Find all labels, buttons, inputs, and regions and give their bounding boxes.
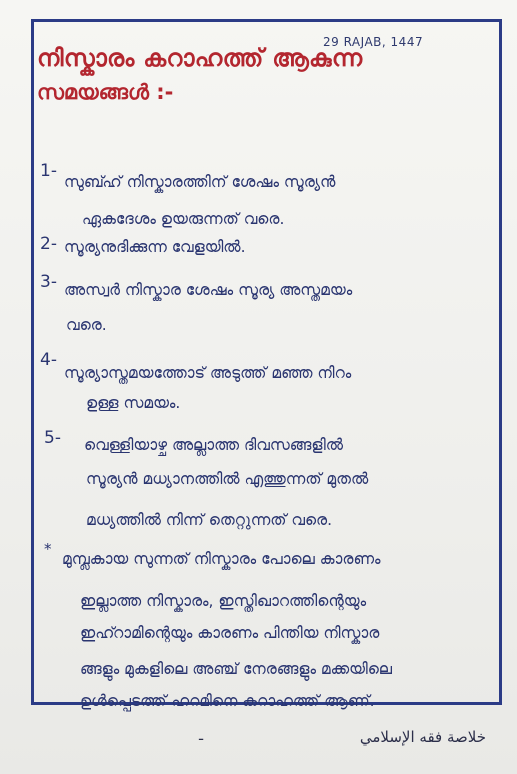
- page-title: നിസ്കാരം കറാഹത്ത് ആകുന്ന: [37, 44, 363, 72]
- item-number: 2-: [40, 234, 57, 254]
- source-reference: خلاصة فقه الإسلامي: [359, 728, 486, 746]
- item-line: സുബ്ഹ് നിസ്കാരത്തിന് ശേഷം സൂര്യൻ: [64, 173, 336, 191]
- note-line: ഉൾപ്പെടത്ത് ഹറമിനെ കറാഹത്ത് ആണ്.: [80, 692, 375, 710]
- note-line: ഇഹ്റാമിന്റെയും കാരണം പിന്തിയ നിസ്കാര: [80, 624, 380, 642]
- item-line: ഏകദേശം ഉയരുന്നത് വരെ.: [82, 210, 285, 228]
- item-line: അസ്വർ നിസ്കാര ശേഷം സൂര്യ അസ്തമയം: [64, 281, 353, 299]
- note-marker: *: [44, 540, 52, 558]
- note-line: മുമ്പ്ലകായ സുന്നത് നിസ്കാരം പോലെ കാരണം: [62, 550, 381, 568]
- note-line: ഇല്ലാത്ത നിസ്കാരം, ഇസ്തിഖാറത്തിന്റെയും: [80, 592, 367, 610]
- item-number: 5-: [44, 428, 61, 448]
- item-line: വെള്ളിയാഴ്ച അല്ലാത്ത ദിവസങ്ങളിൽ: [84, 436, 344, 454]
- item-line: ഉള്ള സമയം.: [86, 394, 181, 412]
- item-line: വരെ.: [66, 316, 107, 334]
- item-number: 3-: [40, 272, 57, 292]
- source-dash: ـ: [199, 728, 204, 744]
- page-subtitle: സമയങ്ങൾ :-: [37, 80, 174, 104]
- note-line: ങ്ങളും മുകളിലെ അഞ്ച് നേരങ്ങളും മക്കയിലെ: [80, 660, 393, 678]
- item-number: 4-: [40, 350, 57, 370]
- item-line: സൂര്യാസ്തമയത്തോട് അടുത്ത് മഞ്ഞ നിറം: [64, 364, 352, 382]
- item-line: സൂര്യനുദിക്കുന്ന വേളയിൽ.: [64, 238, 246, 256]
- item-number: 1-: [40, 161, 57, 181]
- item-line: മധ്യത്തിൽ നിന്ന് തെറ്റുന്നത് വരെ.: [86, 511, 333, 529]
- date-label: 29 RAJAB, 1447: [323, 35, 424, 49]
- item-line: സൂര്യൻ മധ്യാനത്തിൽ എത്തുന്നത് മുതൽ: [86, 470, 369, 488]
